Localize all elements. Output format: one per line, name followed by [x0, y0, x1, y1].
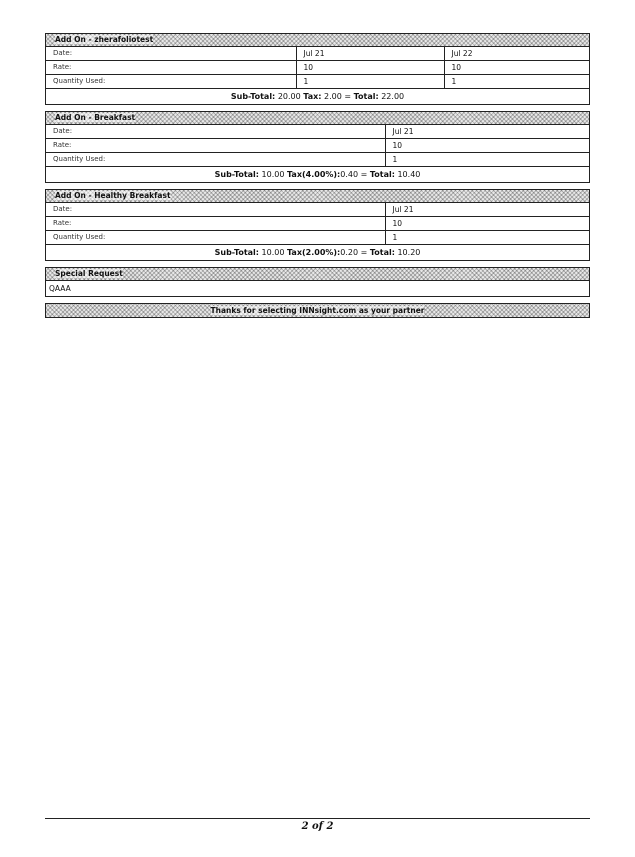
rate-label: Rate: [46, 61, 296, 75]
section-header [46, 190, 589, 203]
section-title: Add On - Healthy Breakfast [55, 191, 171, 200]
table-row [46, 61, 589, 75]
table-row [46, 139, 589, 153]
section-total [46, 167, 589, 182]
addon-section-zherafoliotest [45, 33, 590, 105]
total-label: Total: [353, 92, 379, 101]
subtotal-value: 10.00 [261, 248, 285, 257]
date-value: Jul 22 [444, 47, 589, 61]
footer-divider [45, 818, 590, 819]
subtotal-label: Sub-Total: [230, 92, 276, 101]
tax-value: 0.40 [340, 170, 359, 179]
quantity-value: 1 [385, 231, 589, 245]
section-title: Add On - zherafoliotest [55, 35, 154, 44]
table-row [46, 47, 589, 61]
tax-label: Tax(4.00%): [287, 170, 341, 179]
table-row [46, 203, 589, 217]
table-row [46, 217, 589, 231]
section-header [46, 268, 589, 281]
section-header [46, 34, 589, 47]
section-total [46, 245, 589, 260]
addon-section-healthy-breakfast [45, 189, 590, 261]
tax-label: Tax(2.00%): [287, 248, 341, 257]
total-label: Total: [369, 248, 395, 257]
section-title: Special Request [55, 269, 123, 278]
quantity-value: 1 [296, 75, 444, 89]
equals-sign: = [360, 170, 368, 179]
tax-value: 2.00 [324, 92, 342, 101]
section-total [46, 89, 589, 104]
subtotal-label: Sub-Total: [214, 170, 259, 179]
section-header [46, 112, 589, 125]
thanks-banner [45, 303, 590, 318]
date-label: Date: [46, 203, 385, 217]
quantity-label: Quantity Used: [46, 75, 296, 89]
quantity-label: Quantity Used: [46, 231, 385, 245]
rate-label: Rate: [46, 139, 385, 153]
rate-value: 10 [385, 139, 589, 153]
table-row [46, 153, 589, 167]
table-row [46, 231, 589, 245]
quantity-value: 1 [444, 75, 589, 89]
tax-value: 0.20 [340, 248, 359, 257]
rate-value: 10 [444, 61, 589, 75]
section-title: Add On - Breakfast [55, 113, 136, 122]
special-request-text: QAAA [49, 284, 71, 293]
total-value: 10.40 [397, 170, 421, 179]
total-label: Total: [369, 170, 395, 179]
rate-label: Rate: [46, 217, 385, 231]
subtotal-value: 20.00 [277, 92, 301, 101]
table-row [46, 125, 589, 139]
subtotal-label: Sub-Total: [214, 248, 259, 257]
rate-value: 10 [385, 217, 589, 231]
date-label: Date: [46, 47, 296, 61]
total-value: 10.20 [397, 248, 421, 257]
tax-label: Tax: [303, 92, 322, 101]
date-value: Jul 21 [385, 203, 589, 217]
date-value: Jul 21 [296, 47, 444, 61]
thanks-text: Thanks for selecting INNsight.com as your partner [210, 306, 425, 315]
equals-sign: = [360, 248, 368, 257]
total-value: 22.00 [381, 92, 405, 101]
page-content [45, 33, 590, 318]
equals-sign: = [344, 92, 352, 101]
addon-table [46, 125, 589, 167]
addon-section-breakfast [45, 111, 590, 183]
addon-table [46, 203, 589, 245]
subtotal-value: 10.00 [261, 170, 285, 179]
date-value: Jul 21 [385, 125, 589, 139]
addon-table [46, 47, 589, 89]
table-row [46, 75, 589, 89]
rate-value: 10 [296, 61, 444, 75]
quantity-value: 1 [385, 153, 589, 167]
quantity-label: Quantity Used: [46, 153, 385, 167]
date-label: Date: [46, 125, 385, 139]
page-number: 2 of 2 [301, 821, 334, 832]
special-request-section [45, 267, 590, 297]
